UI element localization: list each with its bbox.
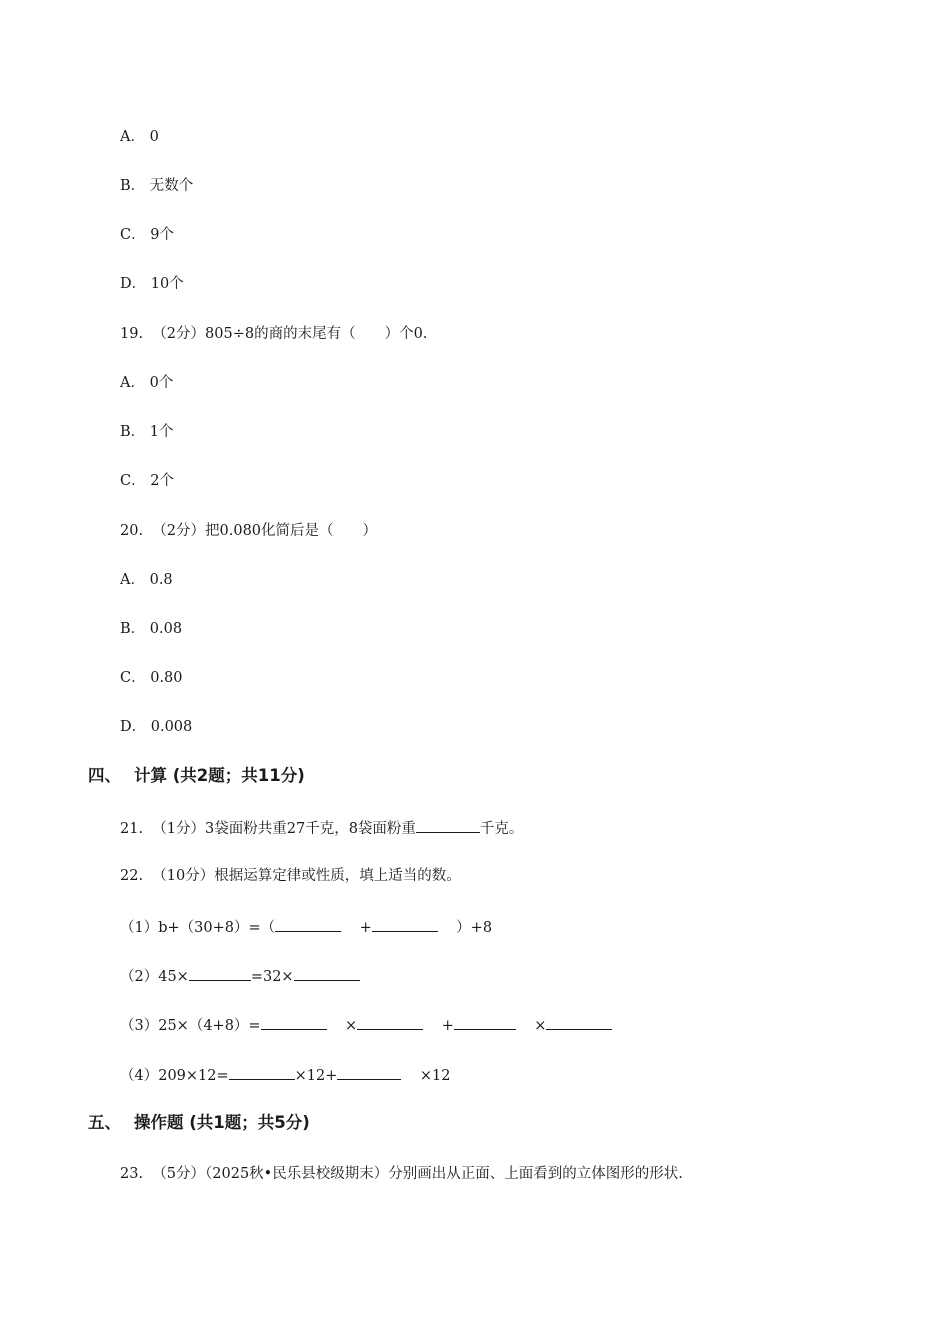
- question-23: 23. （5分）（2025秋•民乐县校级期末）分别画出从正面、上面看到的立体图形的形状.: [120, 1166, 683, 1182]
- answer-blank[interactable]: [357, 1014, 423, 1030]
- option-b: B． 无数个: [120, 178, 194, 194]
- section-5-heading: 五、 操作题 (共1题；共5分): [88, 1113, 310, 1132]
- answer-blank[interactable]: [337, 1064, 401, 1080]
- q22-part-4: （4）209×12= ×12+ ×12: [120, 1064, 450, 1086]
- q20-option-d: D． 0.008: [120, 719, 193, 735]
- answer-blank[interactable]: [372, 916, 438, 932]
- answer-blank[interactable]: [189, 965, 251, 981]
- question-21: 21. （1分）3袋面粉共重27千克，8袋面粉重 千克。: [120, 817, 523, 839]
- q20-option-b: B． 0.08: [120, 621, 183, 637]
- question-22: 22. （10分）根据运算定律或性质，填上适当的数。: [120, 868, 461, 884]
- answer-blank[interactable]: [546, 1014, 612, 1030]
- q19-option-a: A． 0个: [120, 375, 174, 391]
- answer-blank[interactable]: [261, 1014, 327, 1030]
- q22-part-1: （1）b+（30+8）=（ + ）+8: [120, 916, 492, 938]
- section-4-heading: 四、 计算 (共2题；共11分): [88, 766, 305, 785]
- q20-option-c: C． 0.80: [120, 670, 183, 686]
- q19-option-c: C． 2个: [120, 473, 174, 489]
- q22-part-3: （3）25×（4+8）= × + ×: [120, 1014, 612, 1036]
- answer-blank[interactable]: [229, 1064, 295, 1080]
- option-a: A． 0: [120, 129, 159, 145]
- q20-option-a: A． 0.8: [120, 572, 173, 588]
- q19-option-b: B． 1个: [120, 424, 174, 440]
- question-19: 19. （2分）805÷8的商的末尾有（ ）个0.: [120, 326, 428, 342]
- answer-blank[interactable]: [416, 817, 480, 833]
- answer-blank[interactable]: [454, 1014, 516, 1030]
- answer-blank[interactable]: [275, 916, 341, 932]
- question-20: 20. （2分）把0.080化简后是（ ）: [120, 523, 378, 539]
- option-c: C． 9个: [120, 227, 174, 243]
- option-d: D． 10个: [120, 276, 184, 292]
- q22-part-2: （2）45× =32×: [120, 965, 360, 987]
- answer-blank[interactable]: [294, 965, 360, 981]
